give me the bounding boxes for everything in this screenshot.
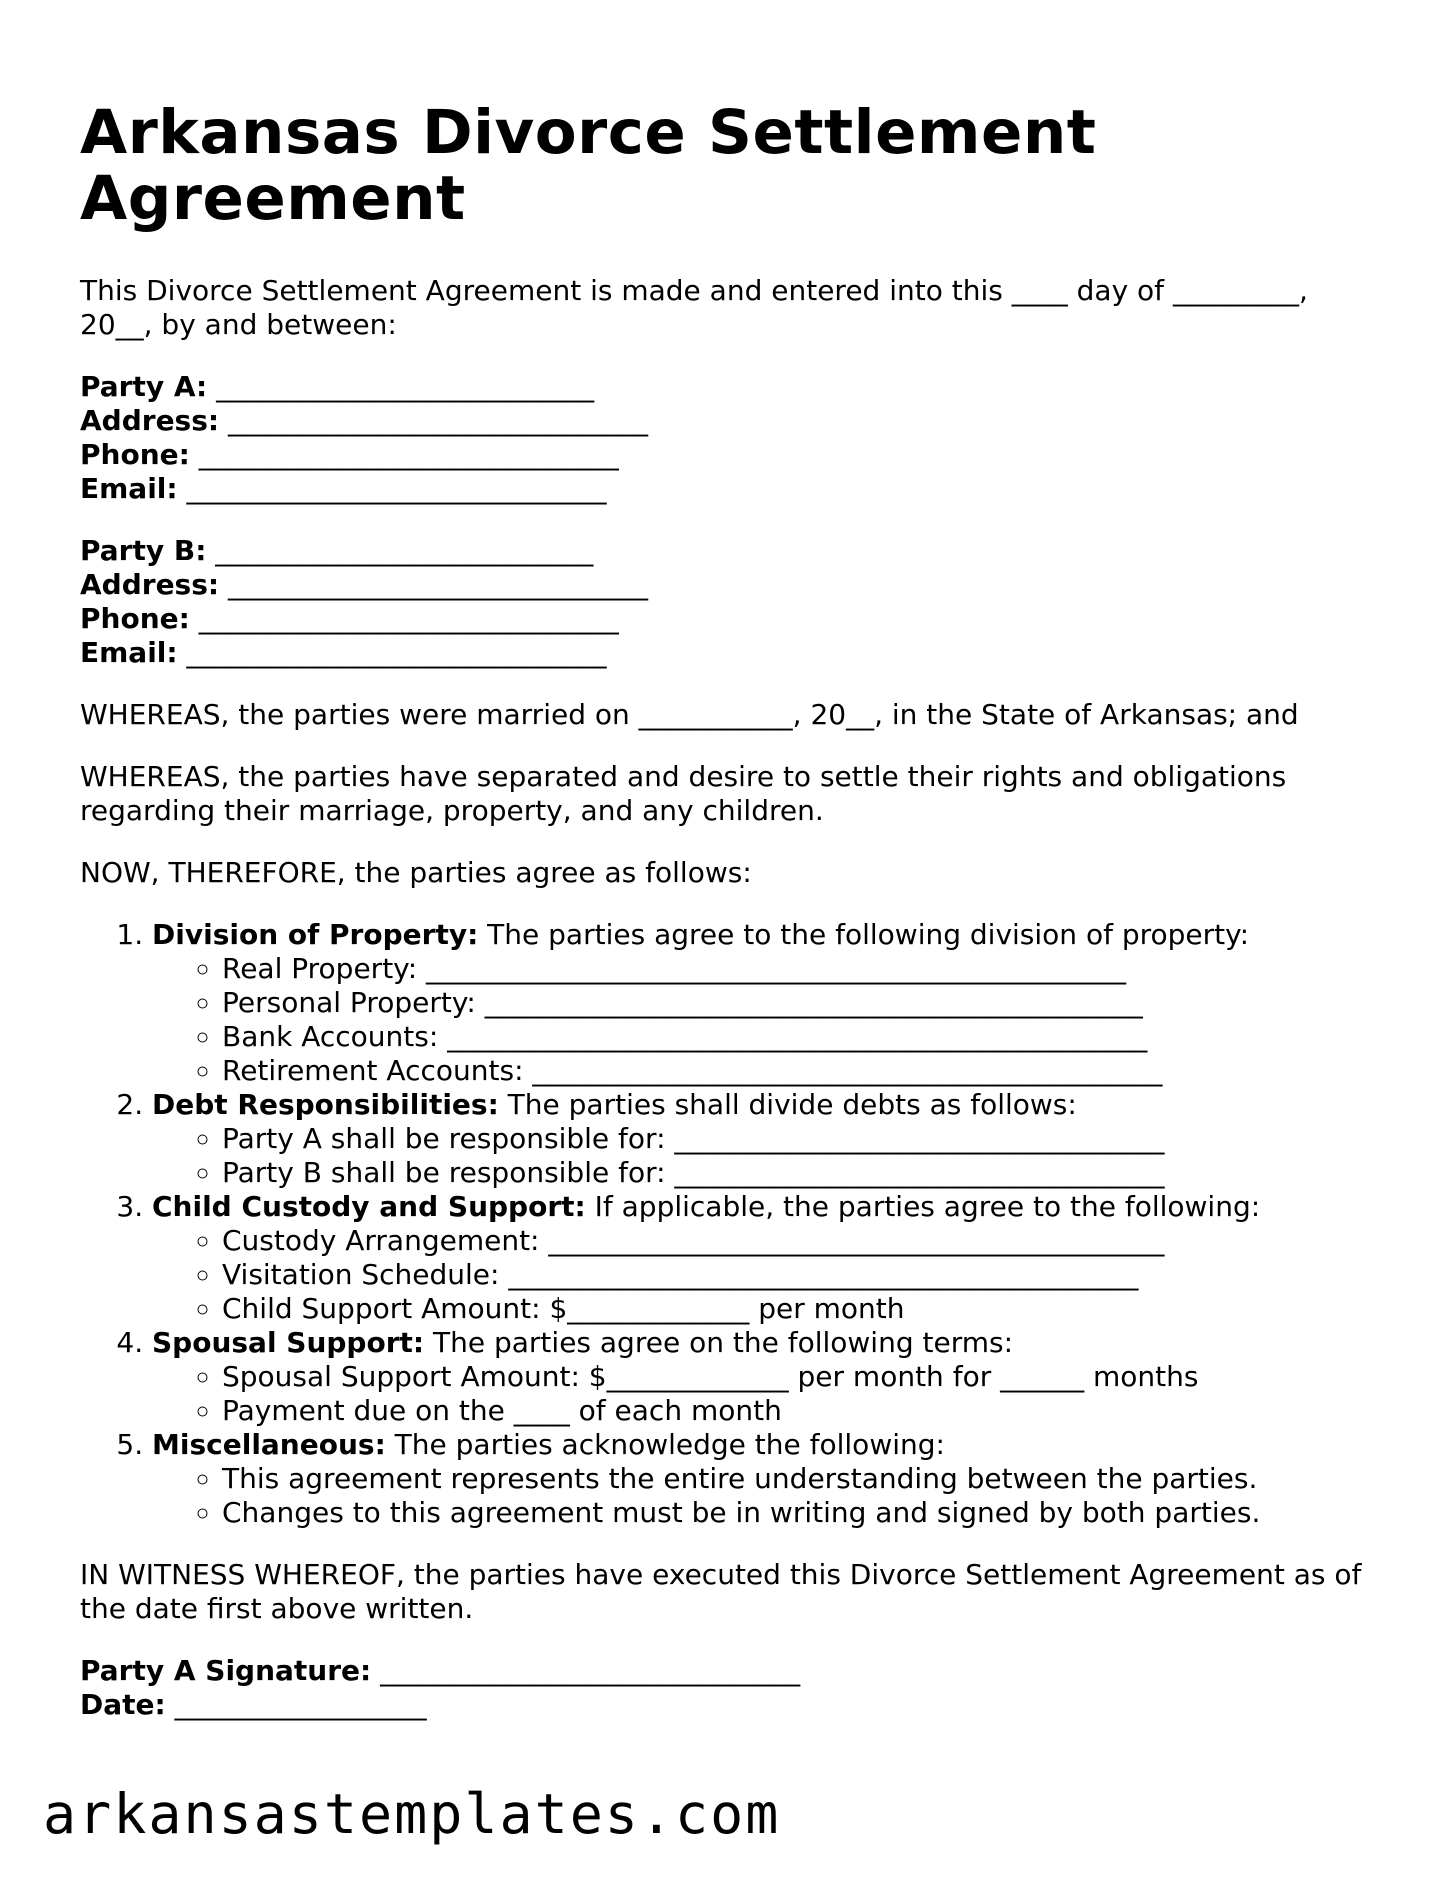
bank-accounts-field[interactable]: ◦ Bank Accounts: __________________________________________________ xyxy=(222,1020,1380,1054)
child-support-amount-field[interactable]: ◦ Child Support Amount: $_____________ per month xyxy=(222,1292,1380,1326)
signature-field[interactable]: ______________________________ xyxy=(371,1654,801,1687)
party-a-address-line: Address: ______________________________ xyxy=(80,404,648,437)
party-b-phone-line: Phone: ______________________________ xyxy=(80,602,619,635)
date-line: Date: __________________ xyxy=(80,1688,427,1721)
party-a-address-field[interactable]: ______________________________ xyxy=(219,404,648,437)
visitation-schedule-field[interactable]: ◦ Visitation Schedule: _____________________________________________ xyxy=(222,1258,1380,1292)
section-miscellaneous: 5. Miscellaneous: The parties acknowledge the following: ◦ This agreement represents the entire understanding between the parties. ◦ Changes to this agreement must be in writing and signed by both parties. xyxy=(152,1428,1380,1530)
party-b-name-line: Party B: ___________________________ xyxy=(80,534,594,567)
document xyxy=(80,97,1380,1750)
party-b-email-field[interactable]: ______________________________ xyxy=(177,636,607,669)
party-b-name-field[interactable]: ___________________________ xyxy=(206,534,594,567)
party-a-phone-field[interactable]: ______________________________ xyxy=(189,438,619,471)
custody-arrangement-field[interactable]: ◦ Custody Arrangement: ____________________________________________ xyxy=(222,1224,1380,1258)
section-debt-responsibilities: 2. Debt Responsibilities: The parties shall divide debts as follows: ◦ Party A shall be responsible for: ___________________________________ ◦ Party B shall be responsible for: ___________________________________ xyxy=(152,1088,1380,1190)
now-therefore: NOW, THEREFORE, the parties agree as follows: xyxy=(80,856,752,889)
real-property-field[interactable]: ◦ Real Property: __________________________________________________ xyxy=(222,952,1380,986)
spousal-support-amount-field[interactable]: ◦ Spousal Support Amount: $_____________ per month for ______ months xyxy=(222,1360,1380,1394)
party-a-phone-line: Phone: ______________________________ xyxy=(80,438,619,471)
section-division-of-property: 1. Division of Property: The parties agree to the following division of property: ◦ Real Property: __________________________________________________ ◦ Personal Property: _______________________________________________ ◦ Bank Accounts: __________________________________________________ ◦ Retirement Accounts: _____________________________________________ xyxy=(152,918,1380,1088)
party-b-debt-field[interactable]: ◦ Party B shall be responsible for: ___________________________________ xyxy=(222,1156,1380,1190)
retirement-accounts-field[interactable]: ◦ Retirement Accounts: _____________________________________________ xyxy=(222,1054,1380,1088)
party-a-block xyxy=(80,370,1380,506)
party-b-address-field[interactable]: ______________________________ xyxy=(219,568,648,601)
misc-item: ◦ This agreement represents the entire understanding between the parties. xyxy=(222,1462,1380,1496)
whereas-separated: WHEREAS, the parties have separated and desire to settle their rights and obligations regarding their marriage, property, and any children. xyxy=(80,760,1287,827)
personal-property-field[interactable]: ◦ Personal Property: _______________________________________________ xyxy=(222,986,1380,1020)
party-b-phone-field[interactable]: ______________________________ xyxy=(189,602,619,635)
party-a-email-line: Email: ______________________________ xyxy=(80,472,607,505)
party-a-debt-field[interactable]: ◦ Party A shall be responsible for: ___________________________________ xyxy=(222,1122,1380,1156)
party-a-email-field[interactable]: ______________________________ xyxy=(177,472,607,505)
page-title: Arkansas Divorce Settlement Agreement xyxy=(80,97,1097,234)
party-b-address-line: Address: ______________________________ xyxy=(80,568,648,601)
party-b-block xyxy=(80,534,1380,670)
party-b-email-line: Email: ______________________________ xyxy=(80,636,607,669)
signature-line: Party A Signature: ______________________________ xyxy=(80,1654,801,1687)
misc-item: ◦ Changes to this agreement must be in writing and signed by both parties. xyxy=(222,1496,1380,1530)
intro-paragraph: This Divorce Settlement Agreement is made and entered into this ____ day of _________, 20__, by and between: xyxy=(80,274,1308,341)
section-child-custody: 3. Child Custody and Support: If applicable, the parties agree to the following: ◦ Custody Arrangement: ____________________________________________ ◦ Visitation Schedule: _____________________________________________ ◦ Child Support Amount: $_____________ per month xyxy=(152,1190,1380,1326)
payment-due-field[interactable]: ◦ Payment due on the ____ of each month xyxy=(222,1394,1380,1428)
date-field[interactable]: __________________ xyxy=(165,1688,427,1721)
witness-paragraph: IN WITNESS WHEREOF, the parties have executed this Divorce Settlement Agreement as of the date first above written. xyxy=(80,1558,1362,1625)
party-a-name-line: Party A: ___________________________ xyxy=(80,370,595,403)
signature-block xyxy=(80,1654,1380,1722)
section-spousal-support: 4. Spousal Support: The parties agree on the following terms: ◦ Spousal Support Amount: $_____________ per month for ______ months ◦ Payment due on the ____ of each month xyxy=(152,1326,1380,1428)
party-a-name-field[interactable]: ___________________________ xyxy=(207,370,595,403)
site-watermark: arkansastemplates.com xyxy=(43,1782,781,1846)
whereas-married: WHEREAS, the parties were married on ___________, 20__, in the State of Arkansas; and xyxy=(80,698,1299,731)
terms-list xyxy=(80,918,1380,1530)
